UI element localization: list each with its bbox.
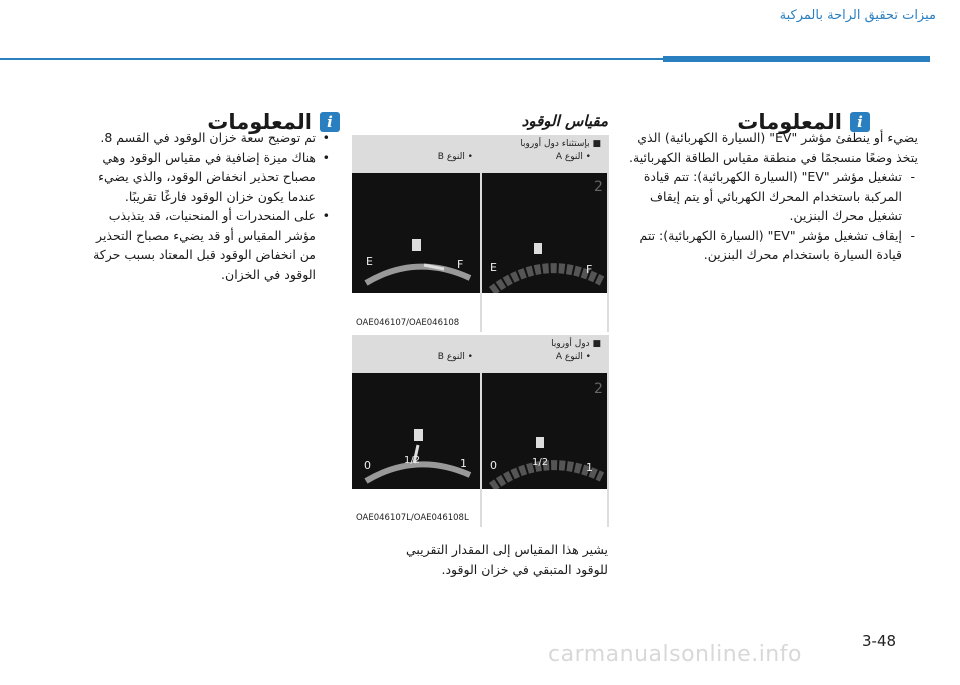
gauge-d-half-label: 1/2 — [404, 455, 421, 466]
fuel-gauge-heading: مقياس الوقود — [521, 112, 608, 130]
gauge-d-one-label: 1 — [460, 457, 467, 470]
gauge-panel-europe-b — [352, 373, 480, 529]
bullet-tank-capacity: • تم توضيح سعة خزان الوقود في القسم 8. — [88, 128, 332, 148]
header-accent-bar — [663, 56, 930, 62]
gauge-c-half-label: 1/2 — [532, 457, 549, 468]
fuel-gauge-europe-a-drawing — [482, 373, 607, 489]
fig1-label-region: ■ بإستثناء دول أوروبا — [520, 139, 601, 149]
left-bullet-list — [88, 128, 332, 284]
watermark: carmanualsonline.info — [548, 642, 802, 667]
gauge-b-f-label: F — [457, 258, 464, 271]
right-info-body — [628, 128, 918, 265]
info-icon: i — [320, 112, 340, 132]
fig2-label-type-a: • النوع A — [555, 352, 591, 362]
fuel-gauge-europe-b — [352, 373, 480, 489]
fuel-gauge-europe-b-drawing — [352, 373, 480, 489]
gauge-c-one-label: 1 — [586, 461, 593, 474]
fuel-gauge-europe-a — [482, 373, 607, 489]
figure-europe — [352, 335, 609, 527]
bullet-slope-behavior: • على المنحدرات أو المنحنيات، قد يتذبذب مؤشر المقياس أو قد يضيء مصباح التحذير من انخفاض الوقود قبل المعتاد بسبب حركة الوقود في الخزان. — [88, 206, 332, 284]
gauge-a-e-label: E — [490, 261, 497, 274]
gauge-b-e-label: E — [366, 255, 373, 268]
page-number: 3-48 — [862, 632, 897, 650]
fig1-label-type-b: • النوع B — [437, 152, 473, 162]
dash-item-ev-off: - إيقاف تشغيل مؤشر "EV" (السيارة الكهربائية): تتم قيادة السيارة باستخدام محرك البنزين. — [628, 226, 918, 265]
gauge-panel-type-a — [482, 173, 607, 333]
gauge-panel-europe-a — [482, 373, 607, 529]
info-icon: i — [850, 112, 870, 132]
gauge-panel-type-b — [352, 173, 480, 333]
figure-non-europe — [352, 135, 609, 332]
gauge-c-two-label: 2 — [594, 381, 603, 397]
left-heading-text: المعلومات — [207, 110, 312, 134]
fig1-code: OAE046107/OAE046108 — [356, 318, 460, 328]
fuel-gauge-type-a — [482, 173, 607, 293]
right-dash-list — [628, 167, 918, 265]
fuel-gauge-type-a-drawing — [482, 173, 607, 293]
fig2-label-type-b: • النوع B — [437, 352, 473, 362]
fuel-gauge-type-b-drawing — [352, 173, 480, 293]
gauge-d-zero-label: 0 — [364, 459, 371, 472]
fig1-label-type-a: • النوع A — [555, 152, 591, 162]
gauge-a-f-label: F — [586, 263, 593, 276]
section-title: ميزات تحقيق الراحة بالمركبة — [779, 8, 936, 23]
gauge-c-zero-label: 0 — [490, 459, 497, 472]
right-para-1: يضيء أو ينطفئ مؤشر "EV" (السيارة الكهربائية) الذي يتخذ وضعًا منسجمًا في منطقة مقياس الطاقة الكهربائية. — [629, 130, 918, 165]
fig2-code: OAE046107L/OAE046108L — [356, 513, 469, 523]
left-info-body — [88, 128, 332, 284]
fuel-gauge-caption: يشير هذا المقياس إلى المقدار التقريبي للوقود المتبقي في خزان الوقود. — [405, 542, 608, 577]
fuel-gauge-type-b — [352, 173, 480, 293]
svg-text:2: 2 — [594, 179, 603, 195]
bullet-low-fuel-lamp: • هناك ميزة إضافية في مقياس الوقود وهي مصباح تحذير انخفاض الوقود، والذي يضيء عندما يكون خزان الوقود فارغًا تقريبًا. — [88, 148, 332, 207]
fig2-label-region: ■ دول أوروبا — [551, 339, 601, 349]
right-heading-text: المعلومات — [737, 110, 842, 134]
dash-item-ev-on: - تشغيل مؤشر "EV" (السيارة الكهربائية): تتم قيادة المركبة باستخدام المحرك الكهربائي أو يتم إيقاف تشغيل محرك البنزين. — [628, 167, 918, 226]
